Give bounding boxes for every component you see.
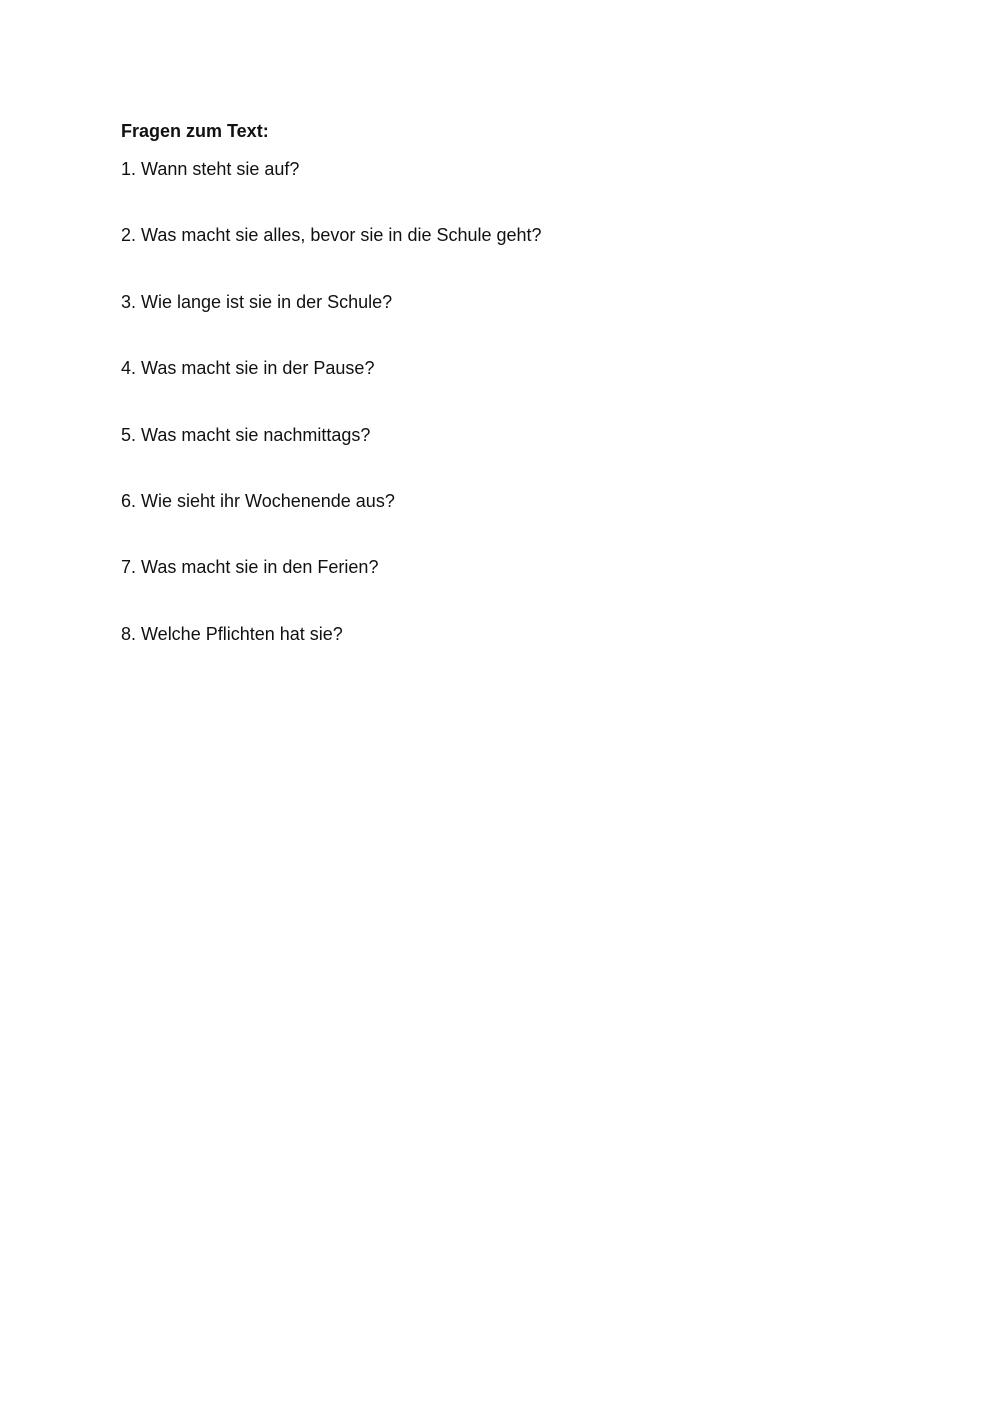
question-2: 2. Was macht sie alles, bevor sie in die Schule geht? [121, 225, 542, 246]
worksheet-heading: Fragen zum Text: [121, 121, 269, 141]
question-4: 4. Was macht sie in der Pause? [121, 358, 375, 379]
question-6: 6. Wie sieht ihr Wochenende aus? [121, 490, 395, 511]
question-list [121, 157, 542, 688]
question-1: 1. Wann steht sie auf? [121, 159, 300, 179]
question-5: 5. Was macht sie nachmittags? [121, 424, 371, 445]
question-8: 8. Welche Pflichten hat sie? [121, 623, 343, 644]
question-3: 3. Wie lange ist sie in der Schule? [121, 291, 393, 312]
question-7: 7. Was macht sie in den Ferien? [121, 557, 379, 578]
